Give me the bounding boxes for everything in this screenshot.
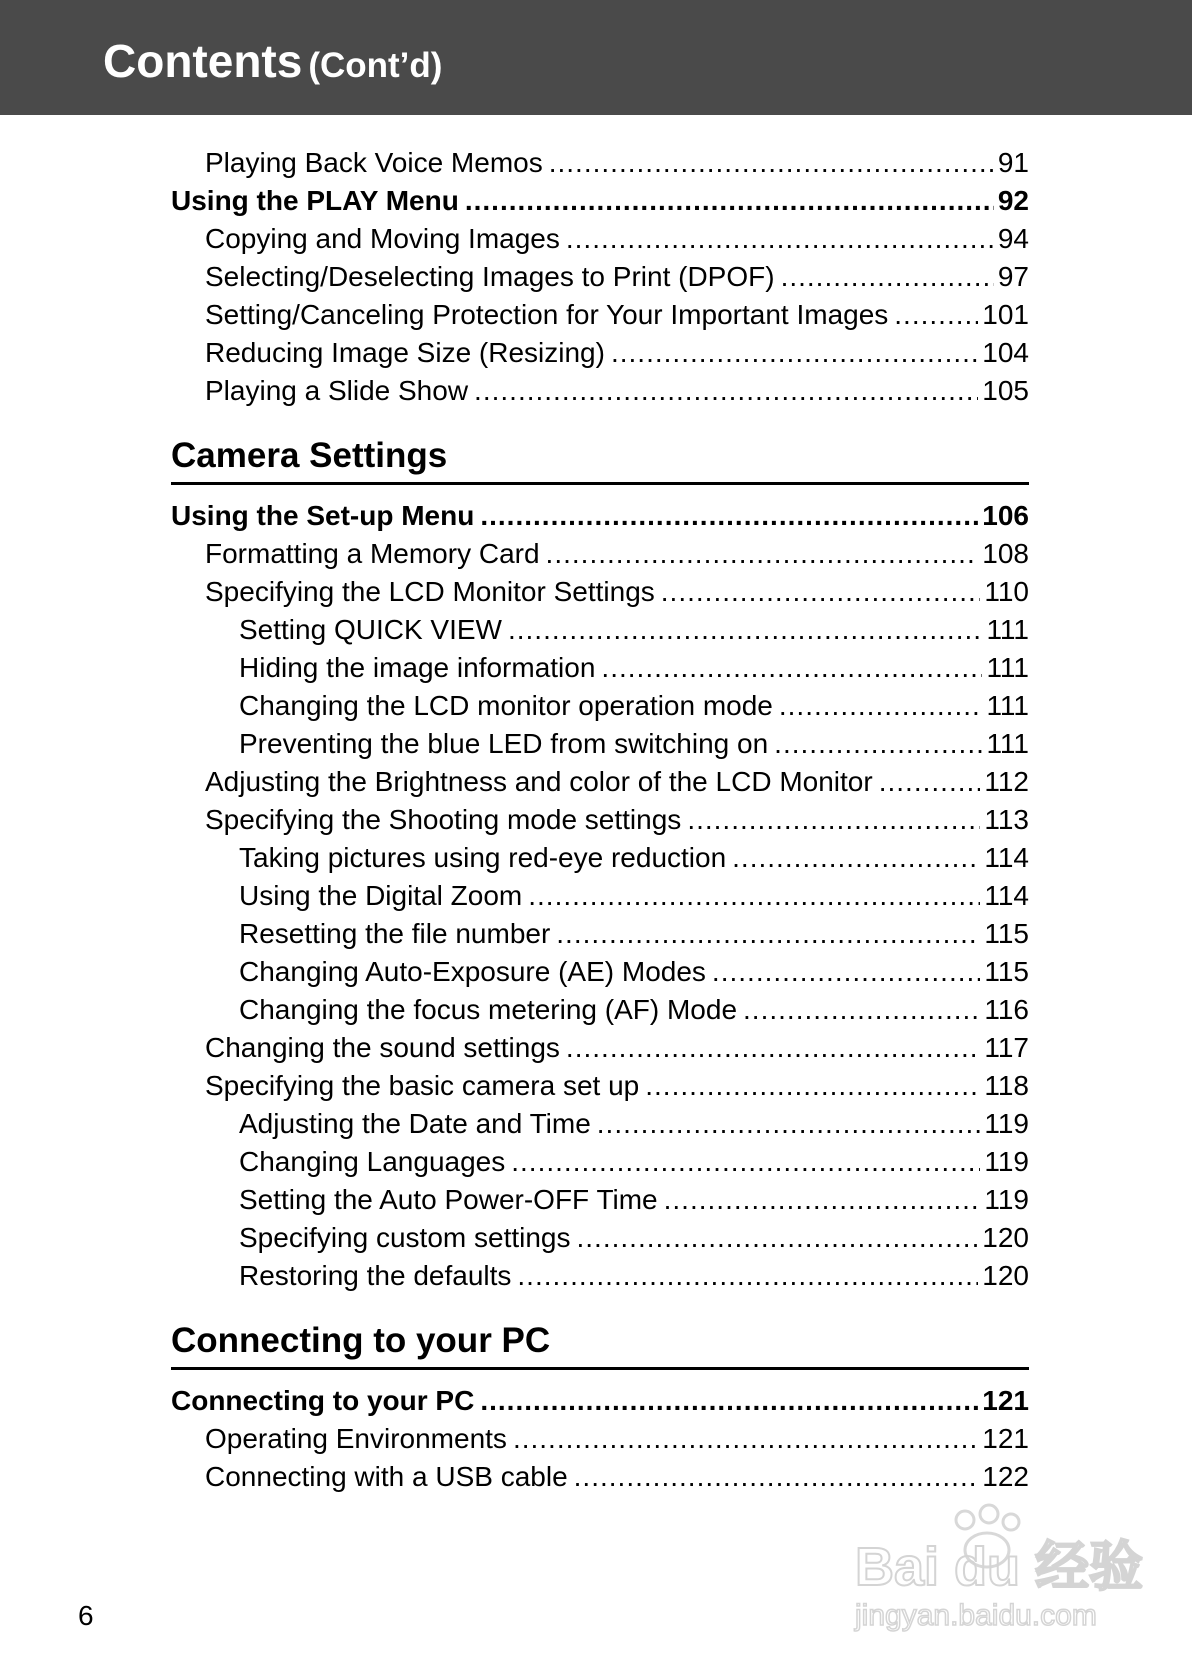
dot-leader bbox=[774, 725, 982, 763]
toc-entry-label: Changing the LCD monitor operation mode bbox=[239, 690, 773, 721]
toc-entry-page: 114 bbox=[984, 842, 1029, 873]
toc-entry-page: 91 bbox=[997, 147, 1029, 178]
toc-entry-label: Playing Back Voice Memos bbox=[205, 147, 543, 178]
toc-entry-page: 105 bbox=[982, 375, 1029, 406]
toc-entry bbox=[171, 763, 1029, 801]
toc-entry bbox=[171, 497, 1029, 535]
dot-leader bbox=[474, 372, 978, 410]
toc-entry bbox=[171, 1219, 1029, 1257]
page-title-main: Contents bbox=[103, 35, 303, 87]
toc-entry-label: Restoring the defaults bbox=[239, 1260, 512, 1291]
dot-leader bbox=[779, 687, 983, 725]
toc-entry-page: 101 bbox=[982, 299, 1029, 330]
toc-entry-label: Playing a Slide Show bbox=[205, 375, 469, 406]
dot-leader bbox=[601, 649, 982, 687]
dot-leader bbox=[712, 953, 980, 991]
toc-entry-page: 121 bbox=[982, 1385, 1029, 1416]
toc-entry-label: Copying and Moving Images bbox=[205, 223, 560, 254]
toc-entry-page: 122 bbox=[982, 1461, 1029, 1492]
toc-entry bbox=[171, 1067, 1029, 1105]
toc-entry-page: 114 bbox=[984, 880, 1029, 911]
toc-entry-label: Connecting with a USB cable bbox=[205, 1461, 568, 1492]
toc-entry-label: Changing Auto-Exposure (AE) Modes bbox=[239, 956, 706, 987]
toc-entry-page: 118 bbox=[984, 1070, 1029, 1101]
toc-entry-label: Using the Set-up Menu bbox=[171, 500, 475, 531]
dot-leader bbox=[508, 611, 982, 649]
toc-entry-page: 94 bbox=[997, 223, 1029, 254]
toc-entry-label: Formatting a Memory Card bbox=[205, 538, 540, 569]
toc-entry-page: 119 bbox=[984, 1184, 1029, 1215]
toc-entry-label: Selecting/Deselecting Images to Print (DPOF) bbox=[205, 261, 775, 292]
toc-entry-page: 97 bbox=[997, 261, 1029, 292]
toc-entry bbox=[171, 220, 1029, 258]
toc-entry-label: Connecting to your PC bbox=[171, 1385, 475, 1416]
dot-leader bbox=[611, 334, 978, 372]
dot-leader bbox=[465, 182, 994, 220]
toc-entry-page: 110 bbox=[984, 576, 1029, 607]
toc-entry bbox=[171, 877, 1029, 915]
table-of-contents bbox=[171, 144, 1029, 1496]
toc-entry-page: 108 bbox=[982, 538, 1029, 569]
toc-entry-label: Specifying the LCD Monitor Settings bbox=[205, 576, 655, 607]
toc-entry-page: 111 bbox=[986, 690, 1029, 721]
toc-entry-page: 111 bbox=[986, 614, 1029, 645]
toc-entry-label: Operating Environments bbox=[205, 1423, 507, 1454]
toc-entry-page: 106 bbox=[982, 500, 1029, 531]
toc-entry-label: Setting the Auto Power-OFF Time bbox=[239, 1184, 658, 1215]
dot-leader bbox=[664, 1181, 981, 1219]
toc-entry-label: Changing the focus metering (AF) Mode bbox=[239, 994, 738, 1025]
toc-entry bbox=[171, 725, 1029, 763]
page-number: 6 bbox=[78, 1600, 94, 1631]
toc-entry bbox=[171, 535, 1029, 573]
dot-leader bbox=[687, 801, 980, 839]
toc-entry bbox=[171, 1029, 1029, 1067]
baidu-watermark bbox=[845, 1500, 1145, 1640]
toc-entry-label: Specifying custom settings bbox=[239, 1222, 571, 1253]
toc-entry bbox=[171, 1181, 1029, 1219]
dot-leader bbox=[645, 1067, 980, 1105]
toc-entry-page: 121 bbox=[982, 1423, 1029, 1454]
toc-entry-label: Taking pictures using red-eye reduction bbox=[239, 842, 727, 873]
toc-entry-page: 113 bbox=[984, 804, 1029, 835]
toc-entry bbox=[171, 649, 1029, 687]
dot-leader bbox=[566, 220, 994, 258]
dot-leader bbox=[513, 1420, 978, 1458]
page-title bbox=[103, 35, 443, 87]
toc-entry-page: 120 bbox=[982, 1260, 1029, 1291]
dot-leader bbox=[546, 535, 979, 573]
toc-entry-page: 104 bbox=[982, 337, 1029, 368]
toc-entry bbox=[171, 1143, 1029, 1181]
dot-leader bbox=[511, 1143, 980, 1181]
toc-entry-page: 115 bbox=[984, 956, 1029, 987]
toc-entry-page: 117 bbox=[984, 1032, 1029, 1063]
toc-entry-label: Using the PLAY Menu bbox=[171, 185, 459, 216]
page-title-subtitle: (Cont’d) bbox=[308, 46, 443, 85]
toc-entry bbox=[171, 991, 1029, 1029]
toc-entry-label: Changing the sound settings bbox=[205, 1032, 560, 1063]
dot-leader bbox=[480, 1382, 978, 1420]
toc-entry-page: 119 bbox=[984, 1108, 1029, 1139]
toc-entry bbox=[171, 687, 1029, 725]
toc-entry-page: 92 bbox=[997, 185, 1029, 216]
toc-entry bbox=[171, 1257, 1029, 1295]
toc-entry-label: Adjusting the Brightness and color of the LCD Monitor bbox=[205, 766, 873, 797]
toc-entry bbox=[171, 611, 1029, 649]
toc-entry-page: 119 bbox=[984, 1146, 1029, 1177]
section-title: Camera Settings bbox=[171, 436, 448, 475]
toc-entry bbox=[171, 915, 1029, 953]
dot-leader bbox=[597, 1105, 981, 1143]
dot-leader bbox=[574, 1458, 979, 1496]
toc-entry-label: Using the Digital Zoom bbox=[239, 880, 523, 911]
dot-leader bbox=[549, 144, 994, 182]
toc-entry bbox=[171, 144, 1029, 182]
toc-entry-label: Setting/Canceling Protection for Your Important Images bbox=[205, 299, 889, 330]
toc-entry bbox=[171, 1420, 1029, 1458]
toc-entry-page: 116 bbox=[984, 994, 1029, 1025]
toc-entry bbox=[171, 258, 1029, 296]
toc-entry bbox=[171, 296, 1029, 334]
toc-entry-page: 112 bbox=[984, 766, 1029, 797]
dot-leader bbox=[894, 296, 978, 334]
dot-leader bbox=[781, 258, 994, 296]
toc-entry-label: Hiding the image information bbox=[239, 652, 596, 683]
toc-entry-label: Setting QUICK VIEW bbox=[239, 614, 502, 645]
toc-entry-label: Changing Languages bbox=[239, 1146, 506, 1177]
toc-entry bbox=[171, 839, 1029, 877]
toc-entry bbox=[171, 334, 1029, 372]
toc-entry-label: Specifying the basic camera set up bbox=[205, 1070, 640, 1101]
toc-entry-page: 111 bbox=[986, 728, 1029, 759]
toc-entry-label: Resetting the file number bbox=[239, 918, 551, 949]
section-title: Connecting to your PC bbox=[171, 1321, 551, 1360]
dot-leader bbox=[556, 915, 980, 953]
dot-leader bbox=[566, 1029, 980, 1067]
watermark-url: jingyan.baidu.com bbox=[855, 1599, 1097, 1632]
dot-leader bbox=[528, 877, 980, 915]
toc-entry bbox=[171, 1105, 1029, 1143]
watermark-text: Bai du 经验 bbox=[855, 1537, 1144, 1597]
dot-leader bbox=[732, 839, 980, 877]
toc-entry bbox=[171, 182, 1029, 220]
dot-leader bbox=[743, 991, 980, 1029]
toc-entry-label: Reducing Image Size (Resizing) bbox=[205, 337, 605, 368]
section-header bbox=[171, 1319, 1029, 1370]
section-header bbox=[171, 434, 1029, 485]
dot-leader bbox=[480, 497, 978, 535]
dot-leader bbox=[879, 763, 981, 801]
toc-entry bbox=[171, 372, 1029, 410]
toc-entry bbox=[171, 801, 1029, 839]
toc-entry bbox=[171, 1458, 1029, 1496]
toc-entry-page: 111 bbox=[986, 652, 1029, 683]
dot-leader bbox=[661, 573, 981, 611]
toc-entry-label: Adjusting the Date and Time bbox=[239, 1108, 591, 1139]
toc-entry-label: Specifying the Shooting mode settings bbox=[205, 804, 682, 835]
dot-leader bbox=[577, 1219, 979, 1257]
toc-entry bbox=[171, 953, 1029, 991]
toc-entry-label: Preventing the blue LED from switching on bbox=[239, 728, 769, 759]
dot-leader bbox=[517, 1257, 978, 1295]
toc-entry-page: 120 bbox=[982, 1222, 1029, 1253]
toc-entry bbox=[171, 573, 1029, 611]
toc-entry-page: 115 bbox=[984, 918, 1029, 949]
toc-entry bbox=[171, 1382, 1029, 1420]
